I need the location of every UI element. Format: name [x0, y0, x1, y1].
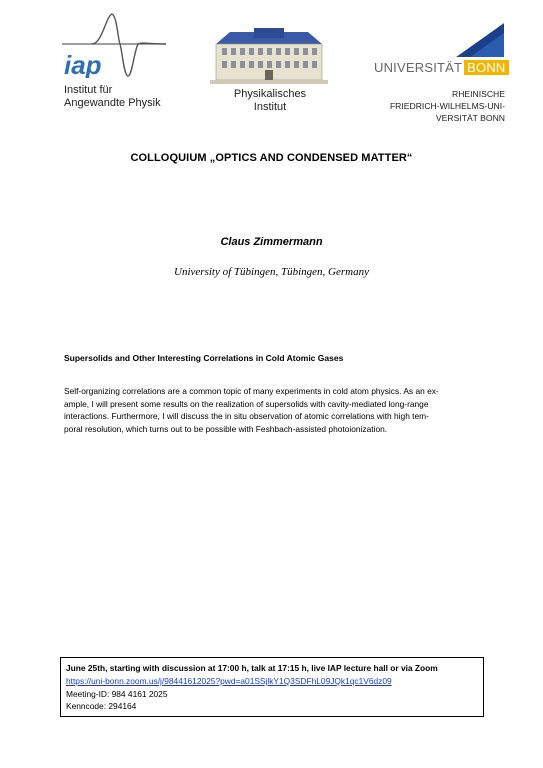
abstract-line: Self-organizing correlations are a common topic of many experiments in cold atom physics. As an ex- — [64, 386, 439, 396]
institute-building-image — [210, 28, 328, 84]
uni-bonn-caption-line: FRIEDRICH-WILHELMS-UNI- — [389, 101, 505, 111]
iap-logo — [62, 12, 166, 78]
abstract-line: interactions. Furthermore, I will discuss the in situ observation of atomic correlations with high tem- — [64, 411, 429, 422]
zoom-link[interactable]: https://uni-bonn.zoom.us/j/98441612025?pwd=a01SSjlkY1Q3SDFhL09JQk1qc1V6dz09 — [66, 675, 392, 686]
iap-caption — [64, 84, 161, 110]
uni-bonn-logo-mark — [456, 23, 504, 57]
kenncode: Kenncode: 294164 — [66, 701, 137, 712]
event-info-box — [60, 657, 484, 717]
meeting-id: Meeting-ID: 984 4161 2025 — [66, 688, 168, 699]
uni-bonn-word-universitaet: UNIVERSITÄT — [374, 60, 463, 75]
abstract — [64, 385, 477, 436]
institute-caption-line: Physikalisches — [233, 88, 307, 100]
abstract-line: ample, I will present some results on the realization of supersolids with cavity-mediated long-range — [64, 398, 429, 409]
event-datetime: June 25th, starting with discussion at 17:00 h, talk at 17:15 h, live IAP lecture hall or via Zoom — [66, 663, 438, 673]
iap-logo-text: iap — [64, 50, 102, 78]
uni-bonn-caption-line: VERSITÄT BONN — [435, 113, 505, 123]
speaker-name: Claus Zimmermann — [220, 236, 323, 248]
iap-caption-line: Angewandte Physik — [64, 97, 161, 109]
colloquium-title: COLLOQUIUM „OPTICS AND CONDENSED MATTER“ — [130, 152, 413, 164]
talk-title: Supersolids and Other Interesting Correlations in Cold Atomic Gases — [64, 353, 344, 363]
speaker-affiliation: University of Tübingen, Tübingen, Germany — [174, 266, 369, 278]
uni-bonn-caption — [360, 88, 505, 124]
abstract-line: poral resolution, which turns out to be possible with Feshbach-assisted photoionization. — [64, 424, 388, 435]
uni-bonn-caption-line: RHEINISCHE — [451, 89, 505, 99]
iap-caption-line: Institut für — [64, 84, 113, 96]
uni-bonn-wordmark — [374, 60, 509, 75]
institute-caption-line: Institut — [253, 101, 287, 113]
institute-caption — [206, 88, 334, 114]
uni-bonn-word-bonn: BONN — [464, 60, 508, 75]
